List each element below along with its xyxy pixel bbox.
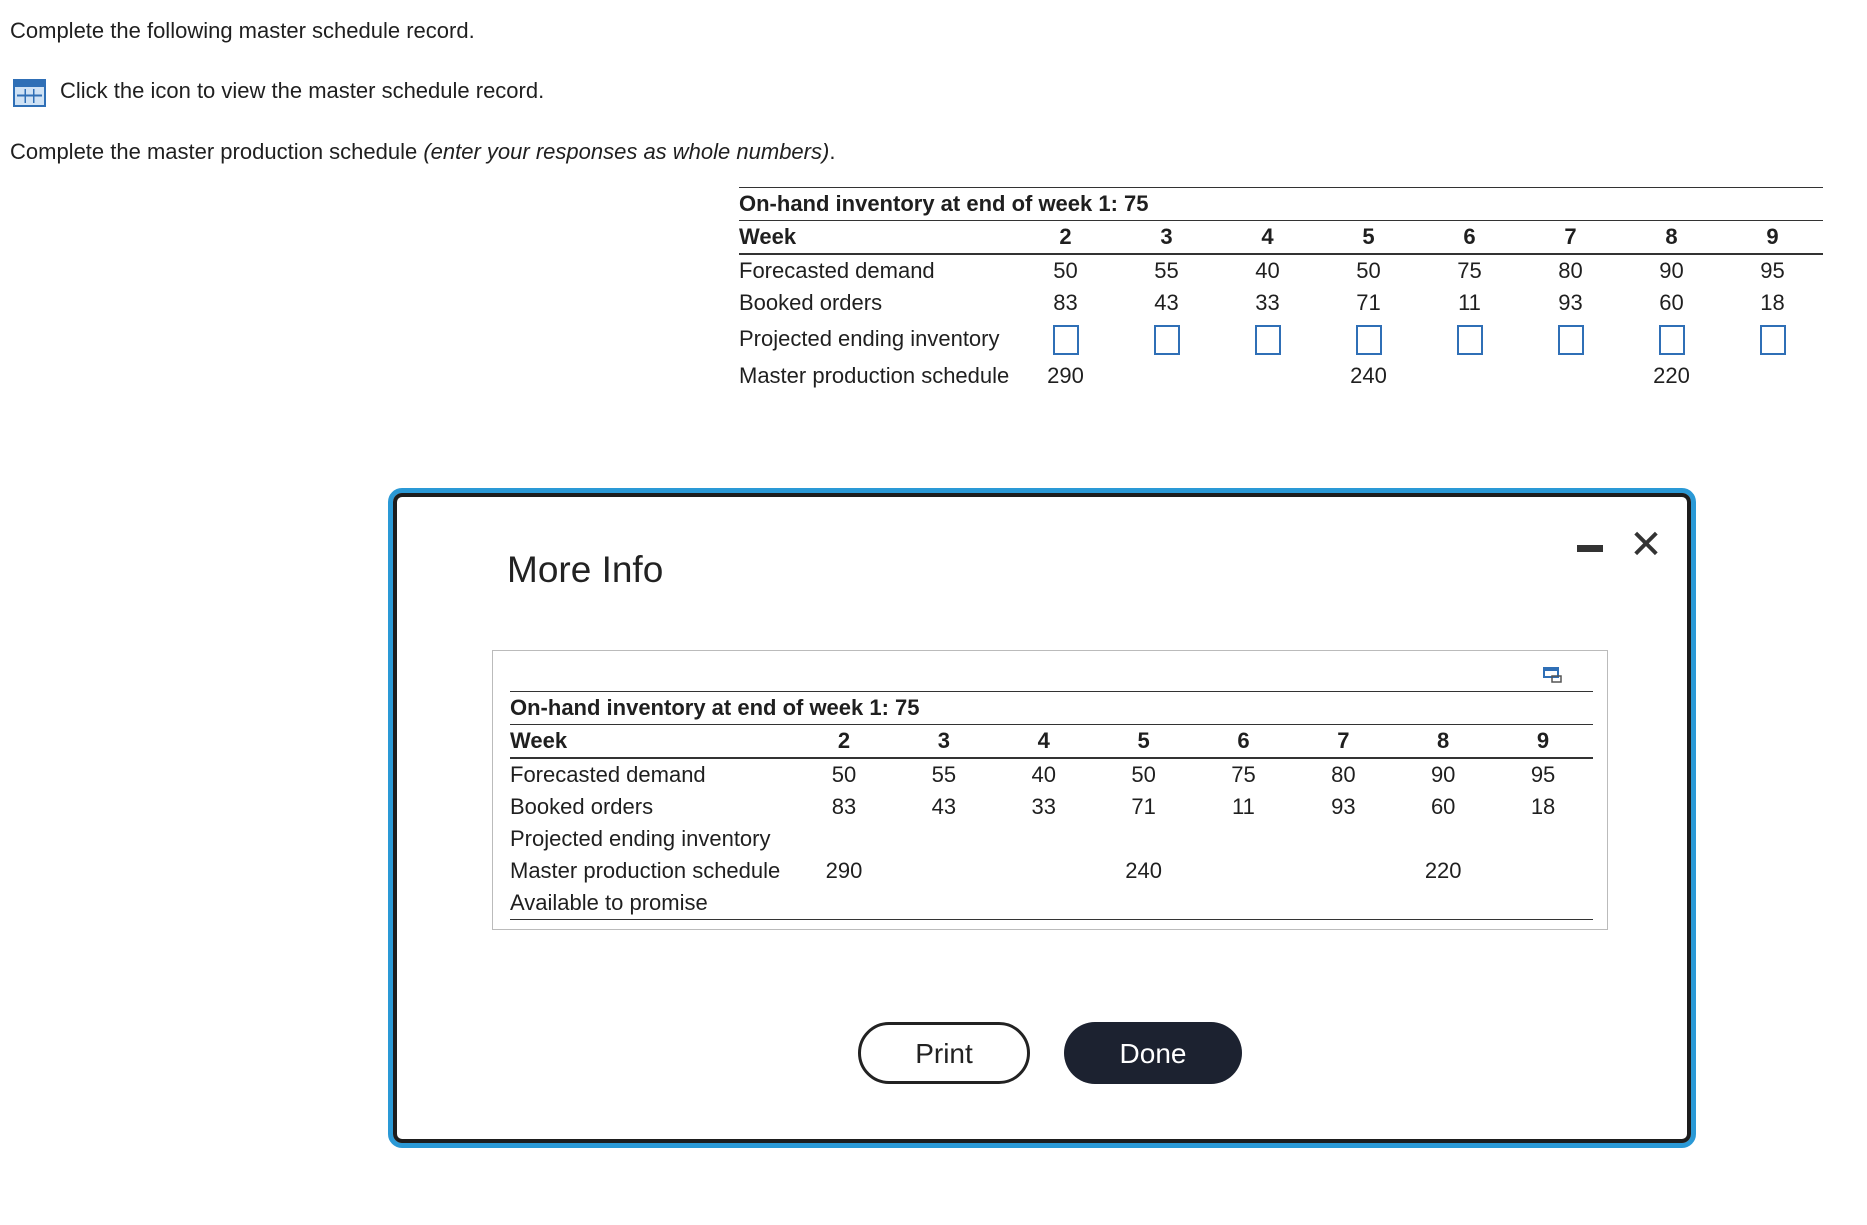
pei-input-week-6[interactable] — [1457, 325, 1483, 355]
table-cell — [1520, 359, 1621, 393]
forecasted-demand-row — [510, 758, 1593, 791]
table-cell: 18 — [1530, 794, 1556, 819]
modal-schedule-table — [510, 691, 1593, 920]
table-cell: 33 — [1031, 794, 1056, 819]
table-grid-icon[interactable] — [13, 79, 46, 107]
popout-icon[interactable] — [1543, 666, 1563, 684]
week-header: 2 — [794, 725, 894, 759]
row-label: Forecasted demand — [739, 258, 935, 283]
table-cell: 220 — [1424, 858, 1462, 883]
master-production-schedule-row — [510, 855, 1593, 887]
row-label: Master production schedule — [739, 363, 1010, 388]
table-cell — [1217, 359, 1318, 393]
table-cell: 290 — [1047, 363, 1084, 388]
table-cell — [1722, 359, 1823, 393]
week-header: 6 — [1194, 725, 1294, 759]
row-label: Available to promise — [510, 887, 794, 920]
table-cell: 55 — [1154, 258, 1179, 283]
table-cell: 90 — [1430, 762, 1456, 787]
table-cell: 60 — [1430, 794, 1456, 819]
week-header: 5 — [1318, 221, 1419, 255]
done-button[interactable]: Done — [1064, 1022, 1242, 1084]
week-label: Week — [510, 725, 794, 759]
task-instruction-note: (enter your responses as whole numbers) — [423, 139, 830, 164]
week-header: 4 — [1217, 221, 1318, 255]
table-cell: 75 — [1457, 258, 1482, 283]
forecasted-demand-row — [739, 254, 1823, 287]
week-header: 8 — [1393, 725, 1493, 759]
row-label: Projected ending inventory — [739, 326, 1000, 351]
info-table-panel — [492, 650, 1608, 930]
week-header: 6 — [1419, 221, 1520, 255]
table-cell: 40 — [1031, 762, 1056, 787]
table-cell: 240 — [1350, 363, 1387, 388]
table-cell: 90 — [1659, 258, 1684, 283]
minimize-icon[interactable] — [1577, 545, 1603, 552]
row-label: Master production schedule — [510, 858, 781, 883]
icon-instruction-text: Click the icon to view the master schedule record. — [60, 78, 545, 103]
pei-input-week-3[interactable] — [1154, 325, 1180, 355]
table-cell — [1493, 855, 1593, 887]
pei-input-week-7[interactable] — [1558, 325, 1584, 355]
pei-input-week-5[interactable] — [1356, 325, 1382, 355]
table-cell — [894, 855, 994, 887]
table-cell: 18 — [1760, 290, 1785, 315]
table-cell: 40 — [1255, 258, 1280, 283]
booked-orders-row — [739, 287, 1823, 319]
table-cell: 93 — [1558, 290, 1583, 315]
week-header: 4 — [994, 725, 1094, 759]
pei-input-week-8[interactable] — [1659, 325, 1685, 355]
week-header: 2 — [1015, 221, 1116, 255]
table-title: On-hand inventory at end of week 1: 75 — [739, 188, 1823, 221]
table-cell: 50 — [1053, 258, 1078, 283]
table-cell: 60 — [1659, 290, 1684, 315]
week-label: Week — [739, 221, 1015, 255]
week-header: 8 — [1621, 221, 1722, 255]
row-label: Projected ending inventory — [510, 826, 771, 851]
row-label: Booked orders — [739, 290, 883, 315]
table-cell: 95 — [1760, 258, 1785, 283]
pei-input-week-2[interactable] — [1053, 325, 1079, 355]
table-cell — [1293, 855, 1393, 887]
table-cell: 71 — [1131, 794, 1156, 819]
table-cell: 43 — [1154, 290, 1179, 315]
table-cell: 290 — [825, 858, 863, 883]
week-header: 7 — [1520, 221, 1621, 255]
task-instruction-text: Complete the master production schedule — [10, 139, 424, 164]
row-label: Booked orders — [510, 794, 654, 819]
table-cell: 50 — [1131, 762, 1156, 787]
table-cell: 50 — [1356, 258, 1381, 283]
task-instruction-end: . — [829, 139, 836, 164]
table-cell: 33 — [1255, 290, 1280, 315]
table-cell: 240 — [1125, 858, 1162, 883]
booked-orders-row — [510, 791, 1593, 823]
master-production-schedule-row — [739, 359, 1823, 393]
table-cell: 11 — [1458, 290, 1481, 315]
projected-ending-inventory-row — [739, 319, 1823, 359]
table-cell — [994, 855, 1094, 887]
task-instruction — [10, 139, 835, 165]
table-cell — [1194, 855, 1294, 887]
table-cell: 80 — [1558, 258, 1583, 283]
table-cell — [1116, 359, 1217, 393]
table-cell: 220 — [1653, 363, 1690, 388]
available-to-promise-row — [510, 887, 1593, 920]
week-header: 3 — [894, 725, 994, 759]
table-cell: 75 — [1231, 762, 1256, 787]
table-cell: 71 — [1356, 290, 1381, 315]
table-cell: 55 — [931, 762, 957, 787]
table-cell: 43 — [931, 794, 957, 819]
modal-title: More Info — [507, 549, 664, 590]
print-button[interactable]: Print — [858, 1022, 1030, 1084]
table-title: On-hand inventory at end of week 1: 75 — [510, 692, 1593, 725]
close-icon[interactable]: ✕ — [1629, 523, 1663, 567]
table-cell: 83 — [831, 794, 857, 819]
master-schedule-table — [739, 187, 1823, 393]
table-cell: 93 — [1331, 794, 1356, 819]
table-cell: 50 — [831, 762, 857, 787]
table-cell: 11 — [1232, 794, 1255, 819]
pei-input-week-4[interactable] — [1255, 325, 1281, 355]
pei-input-week-9[interactable] — [1760, 325, 1786, 355]
week-header: 5 — [1094, 725, 1194, 759]
table-cell: 80 — [1331, 762, 1356, 787]
row-label: Forecasted demand — [510, 762, 706, 787]
table-cell: 83 — [1053, 290, 1078, 315]
instruction-text: Complete the following master schedule record. — [10, 18, 475, 43]
modal-frame — [393, 493, 1691, 1143]
week-header: 7 — [1293, 725, 1393, 759]
week-header: 9 — [1493, 725, 1593, 759]
week-header: 9 — [1722, 221, 1823, 255]
table-cell: 95 — [1530, 762, 1556, 787]
week-row — [739, 221, 1823, 255]
more-info-modal — [388, 488, 1696, 1148]
table-cell — [1419, 359, 1520, 393]
week-header: 3 — [1116, 221, 1217, 255]
projected-ending-inventory-row — [510, 823, 1593, 855]
week-row — [510, 725, 1593, 759]
